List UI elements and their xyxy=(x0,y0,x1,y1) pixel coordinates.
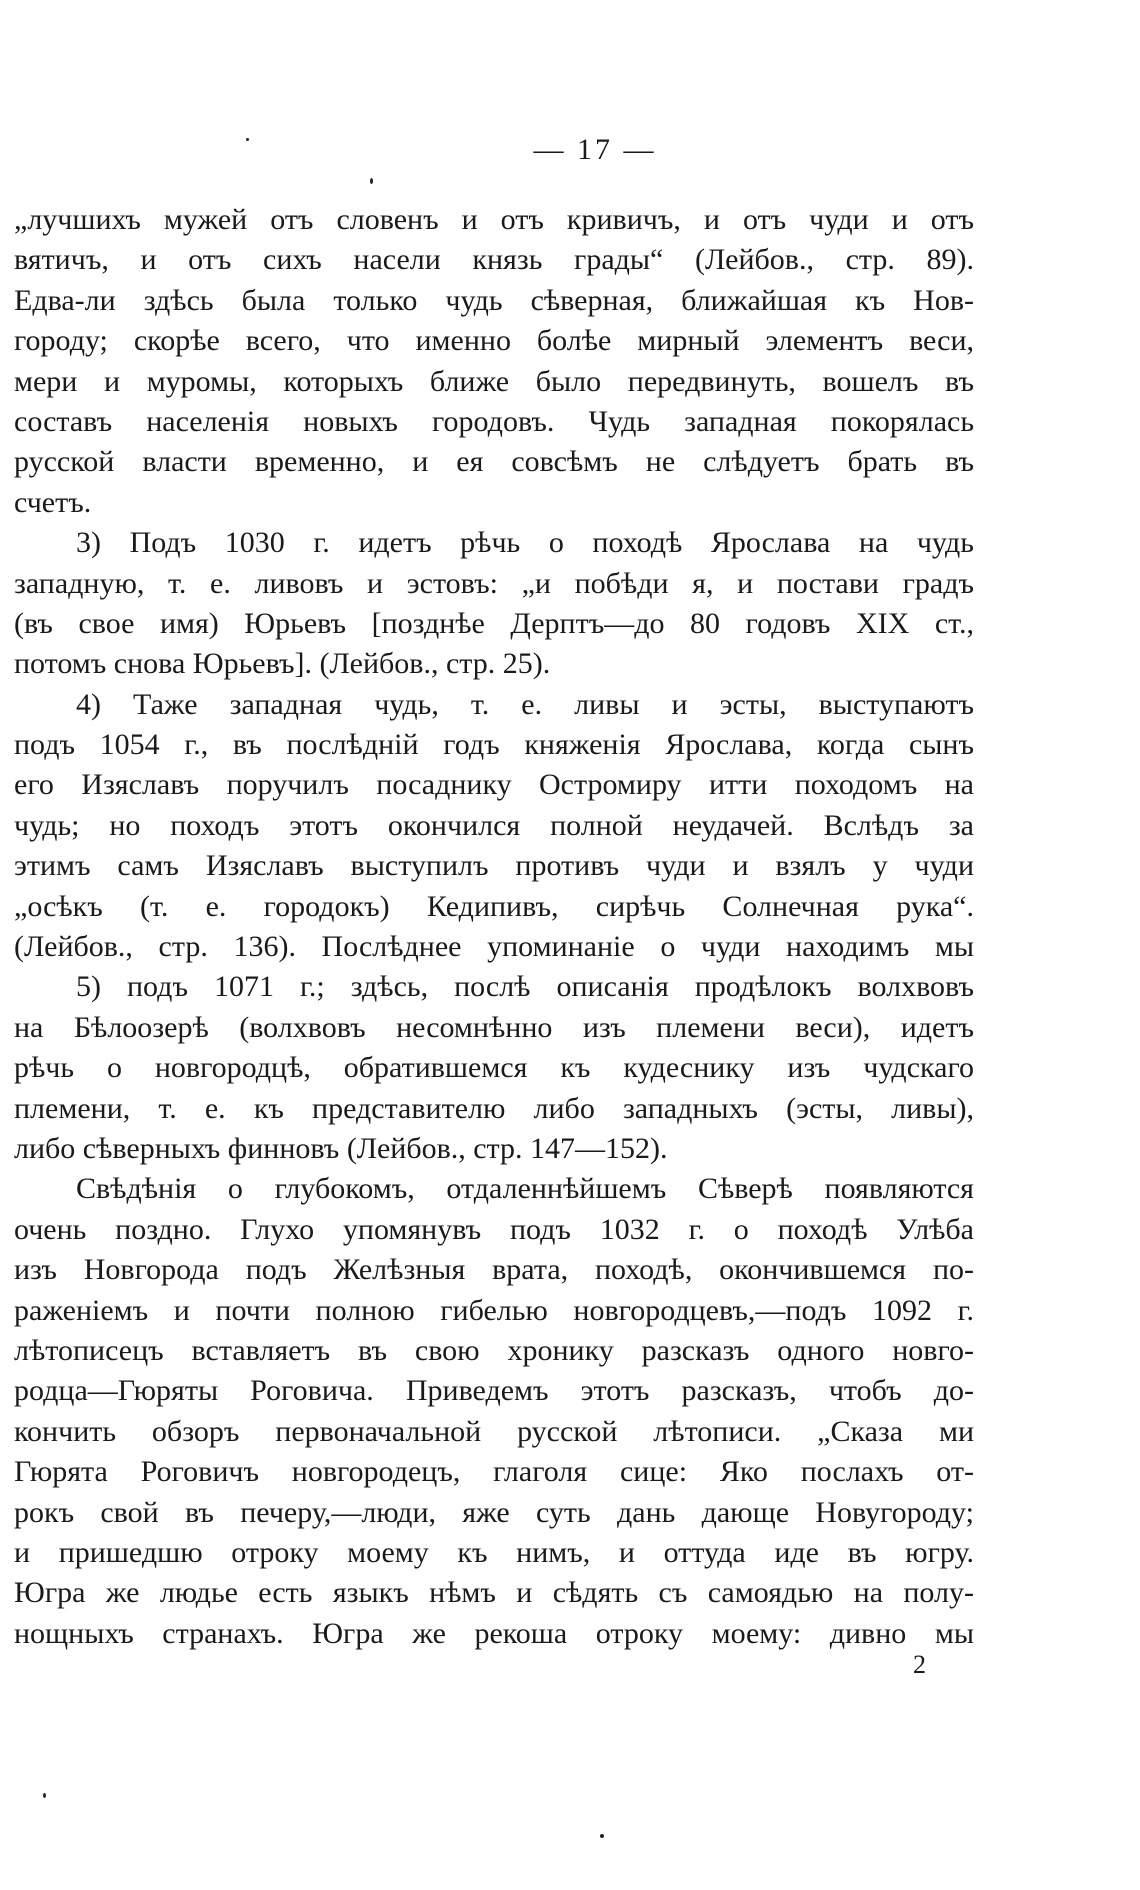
text-line: очень поздно. Глухо упомянувъ подъ 1032 г. о походѣ Улѣба xyxy=(14,1212,974,1246)
text-line: городу; скорѣе всего, что именно болѣе мирный элементъ веси, xyxy=(14,324,974,358)
text-line: чудь; но походъ этотъ окончился полной неудачей. Вслѣдъ за xyxy=(14,808,974,842)
text-line: раженіемъ и почти полною гибелью новгородцевъ,—подъ 1092 г. xyxy=(14,1293,974,1327)
ink-speck xyxy=(246,138,249,141)
text-line: 5) подъ 1071 г.; здѣсь, послѣ описанія продѣлокъ волхвовъ xyxy=(76,970,974,1004)
text-line: мери и муромы, которыхъ ближе было передвинуть, вошелъ въ xyxy=(14,364,974,398)
body-text xyxy=(14,200,974,1654)
text-line: „осѣкъ (т. е. городокъ) Кедипивъ, сирѣчь Солнечная рука“. xyxy=(14,889,974,923)
text-line: рокъ свой въ печеру,—люди, яже суть дань дающе Новугороду; xyxy=(14,1495,974,1529)
text-line: 3) Подъ 1030 г. идетъ рѣчь о походѣ Ярослава на чудь xyxy=(76,526,974,560)
text-line: русской власти временно, и ея совсѣмъ не слѣдуетъ брать въ xyxy=(14,445,974,479)
text-line: (въ свое имя) Юрьевъ [позднѣе Дерптъ—до 80 годовъ XIX ст., xyxy=(14,606,974,640)
page-number-header: — 17 — xyxy=(533,133,657,166)
text-line: счетъ. xyxy=(14,485,92,519)
text-line: Гюрята Роговичъ новгородецъ, глаголя сице: Яко послахъ от- xyxy=(14,1455,974,1489)
text-line: на Бѣлоозерѣ (волхвовъ несомнѣнно изъ племени веси), идетъ xyxy=(14,1010,974,1044)
text-line: (Лейбов., стр. 136). Послѣднее упоминаніе о чуди находимъ мы xyxy=(14,930,974,964)
text-line: родца—Гюряты Роговича. Приведемъ этотъ разсказъ, чтобъ до- xyxy=(14,1374,974,1408)
printer-signature-mark: 2 xyxy=(913,1650,926,1679)
text-line: племени, т. е. къ представителю либо западныхъ (эсты, ливы), xyxy=(14,1091,974,1125)
text-line: рѣчь о новгородцѣ, обратившемся къ кудеснику изъ чудскаго xyxy=(14,1051,974,1085)
text-line: нощныхъ странахъ. Югра же рекоша отроку моему: дивно мы xyxy=(14,1616,974,1650)
text-line: Свѣдѣнія о глубокомъ, отдаленнѣйшемъ Сѣверѣ появляются xyxy=(76,1172,974,1206)
ink-speck xyxy=(370,178,373,184)
text-line: „лучшихъ мужей отъ словенъ и отъ кривичъ, и отъ чуди и отъ xyxy=(14,203,974,236)
text-line: подъ 1054 г., въ послѣдній годъ княженія Ярослава, когда сынъ xyxy=(14,728,974,762)
text-line: либо сѣверныхъ финновъ (Лейбов., стр. 147—152). xyxy=(14,1131,668,1165)
text-line: Едва-ли здѣсь была только чудь сѣверная, ближайшая къ Нов- xyxy=(14,283,974,317)
text-line: вятичъ, и отъ сихъ насели князь грады“ (Лейбов., стр. 89). xyxy=(14,243,974,277)
text-line: 4) Таже западная чудь, т. е. ливы и эсты, выступаютъ xyxy=(76,687,974,721)
ink-speck xyxy=(600,1834,604,1838)
text-line: лѣтописецъ вставляетъ въ свою хронику разсказъ одного новго- xyxy=(14,1333,974,1367)
text-line: западную, т. е. ливовъ и эстовъ: „и побѣди я, и постави градъ xyxy=(14,566,974,600)
text-line: изъ Новгорода подъ Желѣзныя врата, походѣ, окончившемся по- xyxy=(14,1253,974,1287)
text-line: его Изяславъ поручилъ посаднику Остромиру итти походомъ на xyxy=(14,768,974,802)
text-line: составъ населенія новыхъ городовъ. Чудь западная покорялась xyxy=(14,404,974,438)
text-line: потомъ снова Юрьевъ]. (Лейбов., стр. 25). xyxy=(14,647,551,681)
text-line: Югра же людье есть языкъ нѣмъ и сѣдять съ самоядью на полу- xyxy=(14,1576,974,1610)
text-line: и пришедшю отроку моему къ нимъ, и оттуда иде въ югру. xyxy=(14,1535,974,1569)
text-line: кончить обзоръ первоначальной русской лѣтописи. „Сказа ми xyxy=(14,1414,974,1448)
text-line: этимъ самъ Изяславъ выступилъ противъ чуди и взялъ у чуди xyxy=(14,849,974,883)
ink-speck xyxy=(43,1793,46,1798)
